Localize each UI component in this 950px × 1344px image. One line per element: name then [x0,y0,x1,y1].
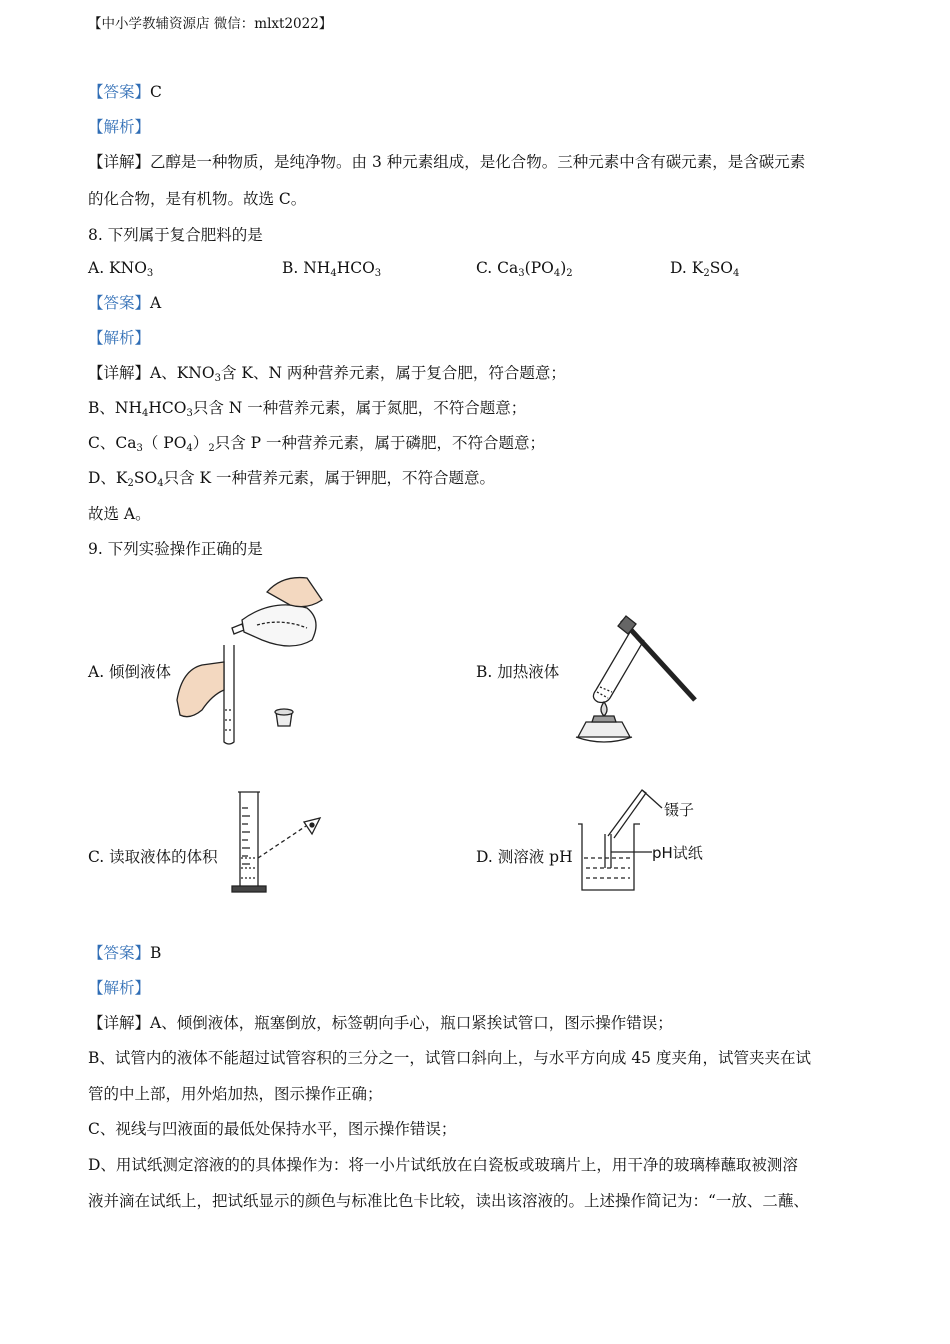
formula-text: ) [560,259,567,277]
answer-tag: 【答案】 [88,83,151,101]
figure-reading-cylinder [228,788,328,898]
q8-option-d [670,259,739,277]
q9-detail-b1: B、试管内的液体不能超过试管容积的三分之一，试管口斜向上，与水平方向成 45 度夹角，试管夹夹在试 [88,1049,811,1067]
q9-detail-b2: 管的中上部，用外焰加热，图示操作正确； [88,1085,383,1103]
detail-text: A、KNO [150,364,215,382]
formula-sub: 3 [214,373,221,384]
answer-tag: 【答案】 [88,944,151,962]
formula-sub: 3 [136,443,143,454]
q7-detail-line1 [88,152,805,172]
analysis-tag: 【解析】 [88,329,151,347]
detail-text: 只含 N 一种营养元素，属于氮肥，不符合题意； [192,399,527,417]
q9-option-b: B. 加热液体 [476,663,560,681]
answer-value: B [150,944,162,962]
detail-text: ） [192,434,209,452]
formula-sub: 2 [566,268,573,279]
q8-conclusion: 故选 A。 [88,505,151,523]
label-tweezers: 镊子 [664,801,695,819]
formula-sub: 2 [703,268,710,279]
formula-sub: 4 [186,443,193,454]
formula-text: (PO [524,259,554,277]
figure-heating-liquid [560,612,705,747]
detail-text: （ PO [142,434,187,452]
analysis-tag: 【解析】 [88,979,151,997]
formula-text: B. NH [282,259,331,277]
q9-detail-d1: D、用试纸测定溶液的的具体操作为：将一小片试纸放在白瓷板或玻璃片上，用干净的玻璃棒蘸取被测溶 [88,1156,798,1174]
formula-text: A. KNO [88,259,147,277]
formula-text: C. Ca [476,259,519,277]
page-header: 【中小学教辅资源店 微信：mlxt2022】 [88,16,333,32]
formula-sub: 3 [186,408,193,419]
q7-answer-line [88,82,162,102]
q8-option-a [88,259,153,277]
q9-question: 9. 下列实验操作正确的是 [88,540,263,558]
figure-pouring-liquid [172,570,332,750]
q9-detail-c: C、视线与凹液面的最低处保持水平，图示操作错误； [88,1120,457,1138]
formula-sub: 2 [127,478,134,489]
detail-text: 只含 P 一种营养元素，属于磷肥，不符合题意； [214,434,545,452]
q8-question: 8. 下列属于复合肥料的是 [88,226,263,244]
q9-option-c: C. 读取液体的体积 [88,848,218,866]
detail-text: HCO [148,399,187,417]
q8-option-b [282,259,381,277]
formula-text: D. K [670,259,704,277]
label-ph-paper: pH试纸 [652,844,703,862]
detail-tag: 【详解】 [88,364,151,382]
formula-sub: 2 [208,443,215,454]
q8-answer-line [88,293,161,313]
formula-sub: 4 [733,268,740,279]
detail-text: SO [133,469,158,487]
detail-text: 乙醇是一种物质，是纯净物。由 3 种元素组成，是化合物。三种元素中含有碳元素，是含碳元素 [150,153,806,171]
detail-text: 只含 K 一种营养元素，属于钾肥，不符合题意。 [163,469,496,487]
formula-sub: 3 [146,268,154,279]
q9-option-a: A. 倾倒液体 [88,663,172,681]
formula-sub: 3 [374,268,382,279]
answer-value: A [150,294,162,312]
detail-text: A、倾倒液体，瓶塞倒放，标签朝向手心，瓶口紧挨试管口，图示操作错误； [150,1014,673,1032]
q9-detail-a [88,1013,673,1033]
analysis-tag: 【解析】 [88,118,151,136]
detail-text: B、NH [88,399,142,417]
q9-answer-line [88,943,161,963]
detail-tag: 【详解】 [88,1014,151,1032]
formula-text: HCO [336,259,375,277]
detail-text: C、Ca [88,434,137,452]
formula-sub: 4 [553,268,561,279]
formula-sub: 4 [330,268,337,279]
formula-sub: 3 [518,268,525,279]
q9-detail-d2: 液并滴在试纸上，把试纸显示的颜色与标准比色卡比较，读出该溶液的。上述操作简记为：“一放、二蘸、 [88,1192,809,1210]
q8-detail-d [88,468,495,488]
q9-option-d: D. 测溶液 pH [476,848,573,866]
q8-detail-a [88,363,566,383]
detail-text: 含 K、N 两种营养元素，属于复合肥，符合题意； [220,364,566,382]
formula-text: SO [709,259,734,277]
q8-detail-c [88,433,545,453]
q8-detail-b [88,398,526,418]
answer-value: C [150,83,162,101]
answer-tag: 【答案】 [88,294,151,312]
detail-tag: 【详解】 [88,153,151,171]
q8-option-c [476,259,573,277]
formula-sub: 4 [141,408,149,419]
q7-detail-line2: 的化合物，是有机物。故选 C。 [88,190,307,208]
formula-sub: 4 [157,478,164,489]
detail-text: D、K [88,469,128,487]
